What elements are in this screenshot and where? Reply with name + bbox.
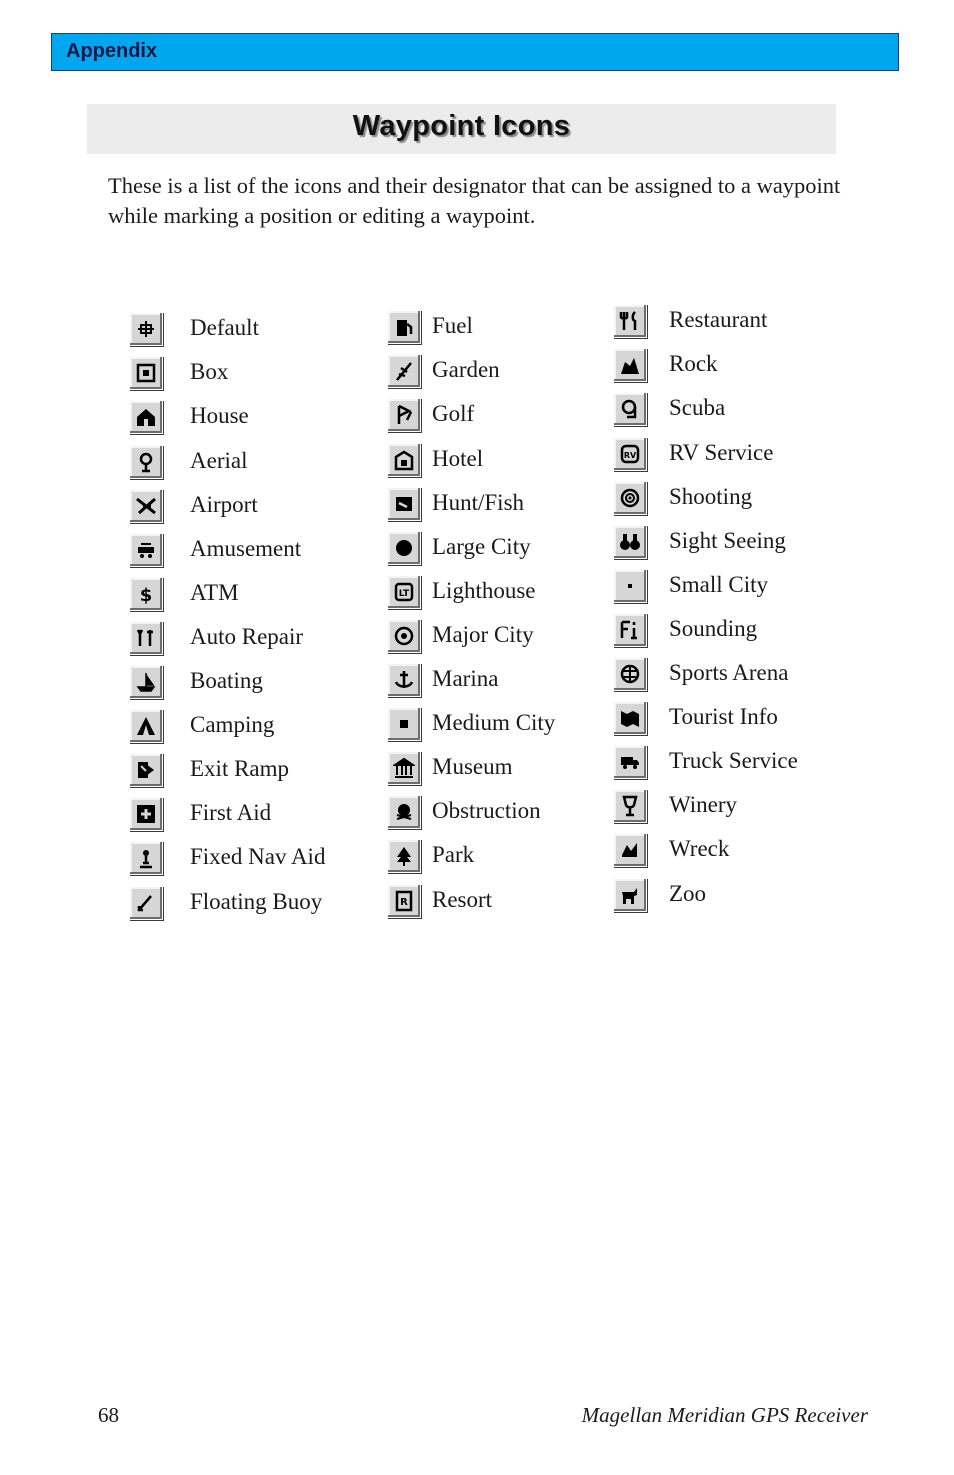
museum-icon xyxy=(387,751,421,785)
sports-arena-icon xyxy=(613,657,647,691)
svg-text:$: $ xyxy=(139,585,153,605)
list-item xyxy=(129,489,389,533)
first-aid-icon xyxy=(129,797,163,831)
icon-label: Sight Seeing xyxy=(669,528,786,553)
icon-label: Fixed Nav Aid xyxy=(190,844,326,869)
icon-label: Small City xyxy=(669,572,769,597)
amusement-icon xyxy=(129,533,163,567)
default-icon xyxy=(129,312,163,346)
list-item xyxy=(387,354,647,398)
list-item xyxy=(129,841,389,885)
icon-label: Restaurant xyxy=(669,307,768,332)
list-item xyxy=(129,400,389,444)
list-item xyxy=(129,621,389,665)
section-header-label: Appendix xyxy=(66,40,158,62)
list-item xyxy=(129,312,389,356)
icon-label: Marina xyxy=(432,666,499,691)
rv-service-icon xyxy=(613,437,647,471)
icon-label: RV Service xyxy=(669,440,774,465)
list-item xyxy=(387,839,647,883)
icon-label: Boating xyxy=(190,668,263,693)
tourist-info-icon xyxy=(613,701,647,735)
aerial-icon xyxy=(129,445,163,479)
icon-label: Floating Buoy xyxy=(190,889,323,914)
list-item xyxy=(129,797,389,841)
list-item xyxy=(129,577,389,621)
exit-ramp-icon xyxy=(129,753,163,787)
fixed-nav-aid-icon xyxy=(129,841,163,875)
icon-label: First Aid xyxy=(190,800,272,825)
list-item xyxy=(613,701,873,745)
list-item xyxy=(613,569,873,613)
small-city-icon xyxy=(613,569,647,603)
scuba-icon xyxy=(613,392,647,426)
list-item xyxy=(387,443,647,487)
icon-label: Amusement xyxy=(190,536,302,561)
atm-icon xyxy=(129,577,163,611)
icon-label: Aerial xyxy=(190,448,248,473)
list-item xyxy=(613,392,873,436)
list-item xyxy=(613,481,873,525)
icon-label: Obstruction xyxy=(432,798,541,823)
shooting-icon xyxy=(613,481,647,515)
medium-city-icon xyxy=(387,707,421,741)
svg-text:LT: LT xyxy=(398,589,410,599)
golf-icon xyxy=(387,398,421,432)
icon-label: Zoo xyxy=(669,881,707,906)
auto-repair-icon xyxy=(129,621,163,655)
svg-text:RV: RV xyxy=(623,451,637,460)
list-item xyxy=(387,619,647,663)
box-icon xyxy=(129,356,163,390)
list-item xyxy=(387,707,647,751)
garden-icon xyxy=(387,354,421,388)
list-item xyxy=(613,833,873,877)
icon-label: Golf xyxy=(432,401,475,426)
marina-icon xyxy=(387,663,421,697)
list-item xyxy=(387,751,647,795)
resort-icon xyxy=(387,884,421,918)
icon-label: Hunt/Fish xyxy=(432,490,525,515)
list-item xyxy=(387,487,647,531)
winery-icon xyxy=(613,789,647,823)
list-item xyxy=(387,310,647,354)
icon-label: Large City xyxy=(432,534,531,559)
list-item xyxy=(613,878,873,922)
page-title: Waypoint Icons xyxy=(352,110,571,142)
icon-label: Medium City xyxy=(432,710,556,735)
hunt-fish-icon xyxy=(387,487,421,521)
icon-label: Tourist Info xyxy=(669,704,778,729)
list-item xyxy=(387,795,647,839)
truck-service-icon xyxy=(613,745,647,779)
list-item xyxy=(613,304,873,348)
obstruction-icon xyxy=(387,795,421,829)
footer-book-title: Magellan Meridian GPS Receiver xyxy=(581,1403,868,1427)
rock-icon xyxy=(613,348,647,382)
house-icon xyxy=(129,400,163,434)
list-item xyxy=(129,709,389,753)
fuel-icon xyxy=(387,310,421,344)
icon-label: Airport xyxy=(190,492,258,517)
large-city-icon xyxy=(387,531,421,565)
icon-label: Scuba xyxy=(669,395,726,420)
list-item xyxy=(129,356,389,400)
list-item xyxy=(613,789,873,833)
icon-label: Sports Arena xyxy=(669,660,789,685)
wreck-icon xyxy=(613,833,647,867)
icon-label: Shooting xyxy=(669,484,753,509)
icon-label: Wreck xyxy=(669,836,730,861)
icon-label: Fuel xyxy=(432,313,473,338)
title-band xyxy=(87,104,836,154)
list-item xyxy=(129,886,389,930)
camping-icon xyxy=(129,709,163,743)
sight-seeing-icon xyxy=(613,525,647,559)
list-item xyxy=(129,665,389,709)
icon-label: Lighthouse xyxy=(432,578,536,603)
icon-label: Auto Repair xyxy=(190,624,304,649)
list-item xyxy=(387,531,647,575)
major-city-icon xyxy=(387,619,421,653)
page-number: 68 xyxy=(98,1403,119,1427)
intro-paragraph: These is a list of the icons and their designator that can be assigned to a waypoint while marking a position or editing a waypoint. xyxy=(108,173,841,228)
list-item xyxy=(613,613,873,657)
list-item xyxy=(387,398,647,442)
sounding-icon xyxy=(613,613,647,647)
icon-label: Winery xyxy=(669,792,738,817)
zoo-icon xyxy=(613,878,647,912)
list-item xyxy=(129,445,389,489)
icon-label: Sounding xyxy=(669,616,758,641)
list-item xyxy=(129,753,389,797)
icon-label: ATM xyxy=(190,580,239,605)
icon-label: Park xyxy=(432,842,475,867)
icon-label: Exit Ramp xyxy=(190,756,290,781)
lighthouse-icon xyxy=(387,575,421,609)
icon-label: House xyxy=(190,403,249,428)
icon-label: Resort xyxy=(432,887,493,912)
icon-label: Major City xyxy=(432,622,534,647)
list-item xyxy=(129,533,389,577)
floating-buoy-icon xyxy=(129,886,163,920)
list-item xyxy=(613,525,873,569)
icon-label: Hotel xyxy=(432,446,484,471)
icon-label: Garden xyxy=(432,357,500,382)
list-item xyxy=(387,575,647,619)
list-item xyxy=(613,657,873,701)
list-item xyxy=(613,437,873,481)
icon-label: Camping xyxy=(190,712,275,737)
list-item xyxy=(387,884,647,928)
hotel-icon xyxy=(387,443,421,477)
icon-label: Rock xyxy=(669,351,718,376)
list-item xyxy=(387,663,647,707)
icon-label: Museum xyxy=(432,754,513,779)
icon-label: Truck Service xyxy=(669,748,798,773)
icon-label: Box xyxy=(190,359,229,384)
list-item xyxy=(613,348,873,392)
list-item xyxy=(613,745,873,789)
restaurant-icon xyxy=(613,304,647,338)
boating-icon xyxy=(129,665,163,699)
svg-text:R: R xyxy=(400,897,408,908)
airport-icon xyxy=(129,489,163,523)
section-header-bar xyxy=(51,33,899,71)
park-icon xyxy=(387,839,421,873)
icon-label: Default xyxy=(190,315,259,340)
